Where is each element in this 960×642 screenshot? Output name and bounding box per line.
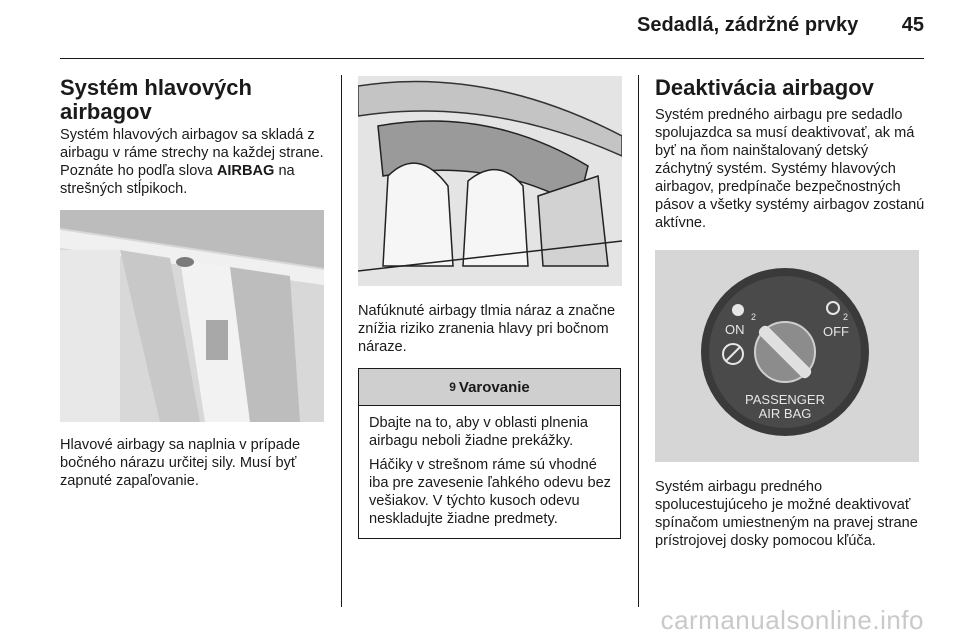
header-rule bbox=[60, 58, 924, 59]
passenger-seat-icon bbox=[732, 304, 744, 316]
deactivation-paragraph: Systém predného airbagu pre sedadlo spolujazdca sa musí deaktivovať, ak má byť na ňom nainštalovaný detský záchytný systém. Systémy hlavových airbagov, predpínače bezpečnostných pásov a všetky systémy airbagov zostanú aktívne. bbox=[655, 107, 925, 231]
switch-on-label: ON bbox=[725, 322, 745, 337]
column-3 bbox=[655, 76, 925, 550]
caption-inflate: Hlavové airbagy sa naplnia v prípade bočného nárazu určitej sily. Musí byť zapnuté zapaľovanie. bbox=[60, 437, 301, 489]
column-1 bbox=[60, 76, 328, 490]
sub-2-left: 2 bbox=[751, 312, 757, 322]
warning-header bbox=[359, 369, 620, 406]
column-divider-1 bbox=[341, 75, 342, 607]
switch-paragraph: Systém airbagu predného spolucestujúceho je možné deaktivovať spínačom umiestneným na pravej strane prístrojovej dosky pomocou kľúča. bbox=[655, 479, 918, 549]
switch-airbag-label: AIR BAG bbox=[758, 406, 812, 421]
airbag-badge bbox=[176, 257, 194, 267]
intro-paragraph bbox=[60, 126, 328, 198]
column-divider-2 bbox=[638, 75, 639, 607]
pillar-illustration bbox=[60, 210, 324, 422]
warning-triangle-icon: 9 bbox=[449, 380, 456, 394]
intro-strong: AIRBAG bbox=[216, 163, 275, 179]
sub-2-right: 2 bbox=[843, 312, 849, 322]
intro-text: Systém hlavových airbagov sa skladá z airbagu v ráme strechy na každej strane. Poznáte ho podľa slova bbox=[60, 127, 324, 179]
passenger-airbag-switch bbox=[655, 250, 919, 462]
switch-off-label: OFF bbox=[823, 324, 849, 339]
page-header bbox=[0, 14, 924, 54]
chapter-title: Sedadlá, zádržné prvky bbox=[636, 14, 859, 36]
warning-box bbox=[358, 368, 621, 539]
inflated-airbag-illustration bbox=[358, 76, 622, 286]
page-number: 45 bbox=[901, 14, 924, 36]
switch-passenger-label: PASSENGER bbox=[745, 392, 825, 407]
figure-airbag-switch bbox=[655, 250, 919, 462]
figure-pillar-photo bbox=[60, 210, 324, 422]
intro-tail: na strešných stĺpikoch. bbox=[60, 163, 295, 197]
warning-body bbox=[359, 406, 620, 538]
column-2 bbox=[358, 76, 624, 539]
watermark: carmanualsonline.info bbox=[660, 605, 924, 635]
warning-title: Varovanie bbox=[458, 378, 530, 396]
section-title-deactivation: Deaktivácia airbagov bbox=[655, 75, 874, 100]
caption-inflated: Nafúknuté airbagy tlmia náraz a značne znížia riziko zranenia hlavy pri bočnom náraze. bbox=[358, 303, 616, 355]
figure-inflated-airbag bbox=[358, 76, 622, 286]
warning-paragraph-2: Háčiky v strešnom ráme sú vhodné iba pre zavesenie ľahkého odevu bez vešiakov. V týchto kusoch odevu neskladujte žiadne predmety. bbox=[369, 457, 611, 527]
section-title-head-airbags: Systém hlavových airbagov bbox=[60, 75, 252, 124]
warning-paragraph-1: Dbajte na to, aby v oblasti plnenia airbagu neboli žiadne prekážky. bbox=[369, 415, 589, 449]
